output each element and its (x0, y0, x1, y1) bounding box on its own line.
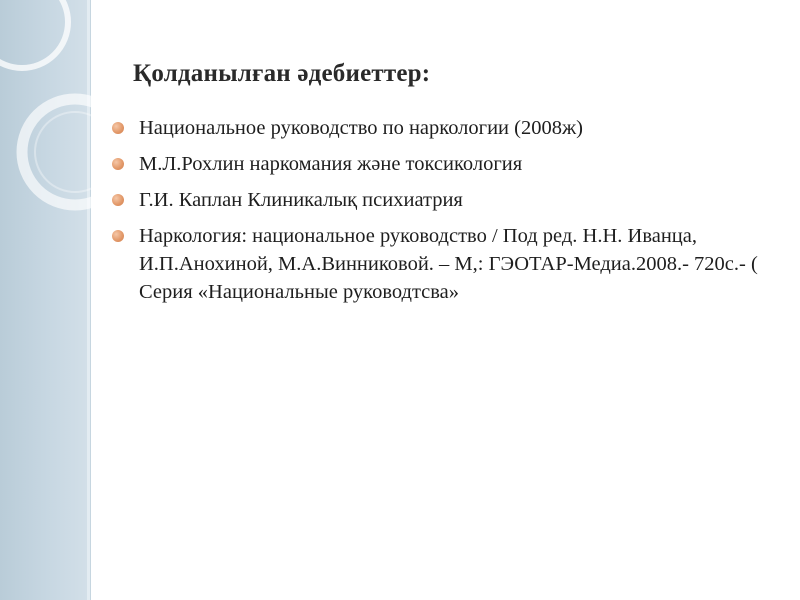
reference-text: Г.И. Каплан Клиникалық психиатрия (139, 189, 463, 211)
reference-item (108, 222, 778, 306)
reference-text: М.Л.Рохлин наркомания және токсикология (139, 153, 523, 175)
bullet-icon (112, 122, 124, 134)
bullet-icon (112, 194, 124, 206)
reference-text: Национальное руководство по наркологии (2008ж) (139, 117, 583, 139)
references-list (108, 114, 778, 314)
reference-item (108, 150, 778, 178)
reference-text: Наркология: национальное руководство / Под ред. Н.Н. Иванца, И.П.Анохиной, М.А.Винниковой. – М,: ГЭОТАР-Медиа.2008.- 720с.- ( Серия «Национальные руководтсва» (139, 225, 758, 303)
reference-item (108, 114, 778, 142)
bullet-icon (112, 158, 124, 170)
reference-item (108, 186, 778, 214)
bullet-icon (112, 230, 124, 242)
slide-title: Қолданылған әдебиеттер: (133, 60, 431, 87)
